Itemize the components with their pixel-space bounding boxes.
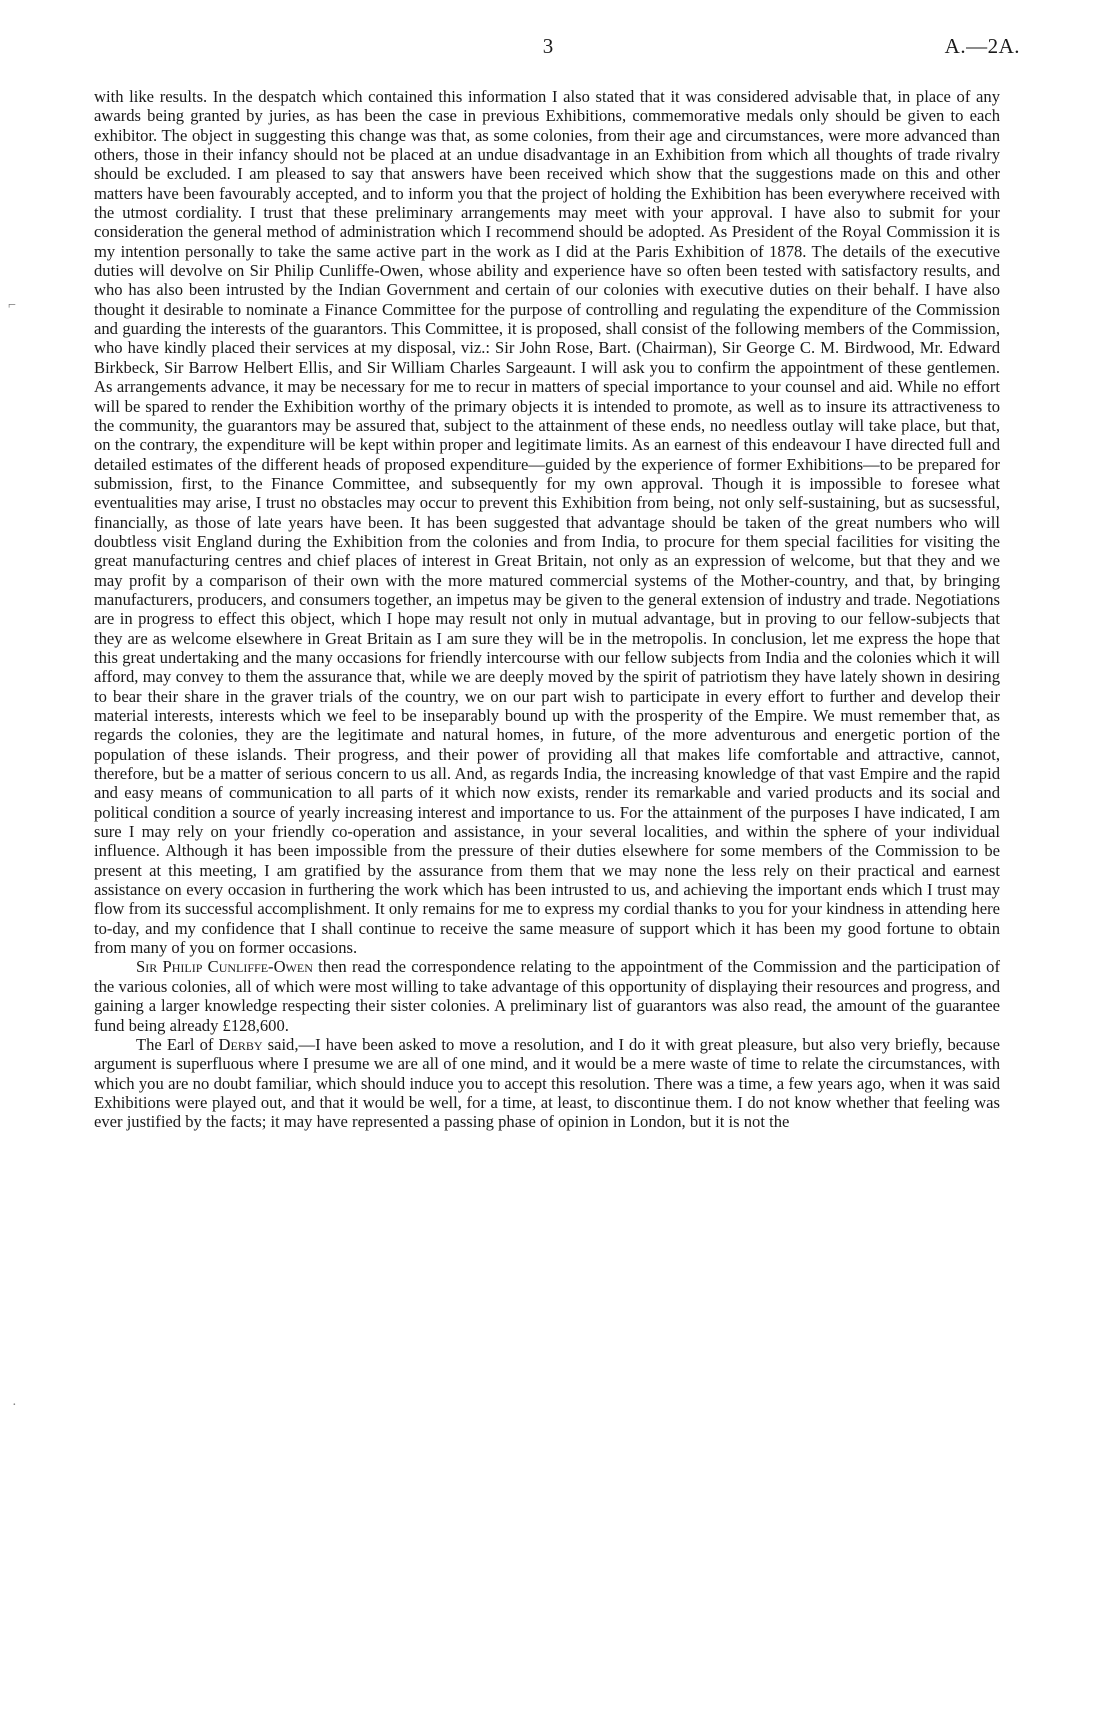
document-body	[94, 87, 1000, 1132]
paragraph-text: then read the correspondence relating to the appointment of the Commission and the participation of the various colonies, all of which were most willing to take advantage of this opportunity of displaying their resources and progress, and gaining a larger knowledge respecting their sister colonies. A preliminary list of guarantors was also read, the amount of the guarantee fund being already £128,600.	[94, 957, 1000, 1035]
page-header	[0, 34, 1114, 64]
margin-mark: ·	[12, 1398, 17, 1413]
paragraph-earl-of-derby	[94, 1035, 1000, 1132]
paragraph-speech: with like results. In the despatch which contained this information I also stated that it was considered advisable that, in place of any awards being granted by juries, as has been the case in previous Exhibitions, commemorative medals only should be given to each exhibitor. The object in suggesting this change was that, as some colonies, from their age and circumstances, were more advanced than others, those in their infancy should not be placed at an undue disadvantage in an Exhibition from which all thoughts of trade rivalry should be excluded. I am pleased to say that answers have been received which show that the suggestions made on this and other matters have been favourably accepted, and to inform you that the project of holding the Exhibition has been everywhere received with the utmost cordiality. I trust that these preliminary arrangements may meet with your approval. I have also to submit for your consideration the general method of administration which I recommend should be adopted. As President of the Royal Commission it is my intention personally to take the same active part in the work as I did at the Paris Exhibition of 1878. The details of the executive duties will devolve on Sir Philip Cunliffe-Owen, whose ability and experience have so often been tested with satisfactory results, and who has also been intrusted by the Indian Government and certain of our colonies with executive duties on their behalf. I have also thought it desirable to nominate a Finance Committee for the purpose of controlling and regulating the expenditure of the Commission and guarding the interests of the guarantors. This Committee, it is proposed, shall consist of the following members of the Commission, who have kindly placed their services at my disposal, viz.: Sir John Rose, Bart. (Chairman), Sir George C. M. Birdwood, Mr. Edward Birkbeck, Sir Barrow Helbert Ellis, and Sir William Charles Sargeaunt. I will ask you to confirm the appointment of these gentlemen. As arrangements advance, it may be necessary for me to recur in matters of special importance to your counsel and aid. While no effort will be spared to render the Exhibition worthy of the primary objects it is intended to promote, as well as to insure its attractiveness to the community, the guarantors may be assured that, subject to the attainment of these ends, no needless outlay will take place, but that, on the contrary, the expenditure will be kept within proper and legitimate limits. As an earnest of this endeavour I have directed full and detailed estimates of the different heads of proposed expenditure—guided by the experience of former Exhibitions—to be prepared for submission, first, to the Finance Committee, and subsequently for my own approval. Though it is impossible to foresee what eventualities may arise, I trust no obstacles may occur to prevent this Exhibition from being, not only self-sustaining, but as sucsessful, financially, as those of late years have been. It has been suggested that advantage should be taken of the great numbers who will doubtless visit England during the Exhibition from the colonies and from India, to procure for them special facilities for visiting the great manufacturing centres and chief places of interest in Great Britain, not only as an expression of welcome, but that they and we may profit by a comparison of their own with the more matured commercial systems of the Mother-country, and that, by bringing manufacturers, producers, and consumers together, an impetus may be given to the general extension of industry and trade. Negotiations are in progress to effect this object, which I hope may result not only in mutual advantage, but in proving to our fellow-subjects that they are as welcome elsewhere in Great Britain as I am sure they will be in the metropolis. In conclusion, let me express the hope that this great undertaking and the many occasions for friendly intercourse with our fellow subjects from India and the colonies which it will afford, may convey to them the assurance that, while we are deeply moved by the spirit of patriotism they have lately shown in desiring to bear their share in the graver trials of the country, we on our part wish to participate in every effort to further and develop their material interests, interests which we feel to be inseparably bound up with the prosperity of the Empire. We must remember that, as regards the colonies, they are the legitimate and natural homes, in future, of the more adventurous and energetic portion of the population of these islands. Their progress, and their power of providing all that makes life comfortable and attractive, cannot, therefore, but be a matter of serious concern to us all. And, as regards India, the increasing knowledge of that vast Empire and the rapid and easy means of communication to all parts of it which now exists, render its remarkable and varied products and its social and political condition a source of yearly increasing interest and importance to us. For the attainment of the purposes I have indicated, I am sure I may rely on your friendly co-operation and assistance, in your several localities, and within the sphere of your individual influence. Although it has been impossible from the pressure of their duties elsewhere for some members of the Commission to be present at this meeting, I am gratified by the assurance from them that we may none the less rely on their practical and earnest assistance on every occasion in furthering the work which has been intrusted to us, and achieving the important ends which I trust may flow from its successful accomplishment. It only remains for me to express my cordial thanks to you for your kindness in attending here to-day, and my confidence that I shall continue to receive the same measure of support which it has been my good fortune to obtain from many of you on former occasions.	[94, 87, 1000, 958]
speaker-prefix: The Earl of	[136, 1034, 219, 1054]
paragraph-correspondence	[94, 957, 1000, 1034]
document-reference: A.—2A.	[944, 34, 1020, 58]
speaker-name: Derby	[218, 1034, 263, 1054]
speaker-name: Sir Philip Cunliffe-Owen	[136, 957, 313, 977]
paragraph-text: said,—I have been asked to move a resolution, and I do it with great pleasure, but also very briefly, because argument is superfluous where I presume we are all of one mind, and it would be a mere waste of time to relate the circumstances, with which you are no doubt familiar, which should induce you to accept this resolution. There was a time, a few years ago, when it was said Exhibitions were played out, and that it would be well, for a time, at least, to discontinue them. I do not know whether that feeling was ever justified by the facts; it may have represented a passing phase of opinion in London, but it is not the	[94, 1034, 1000, 1132]
margin-mark: ⌐	[8, 298, 16, 313]
page-number: 3	[542, 34, 554, 58]
